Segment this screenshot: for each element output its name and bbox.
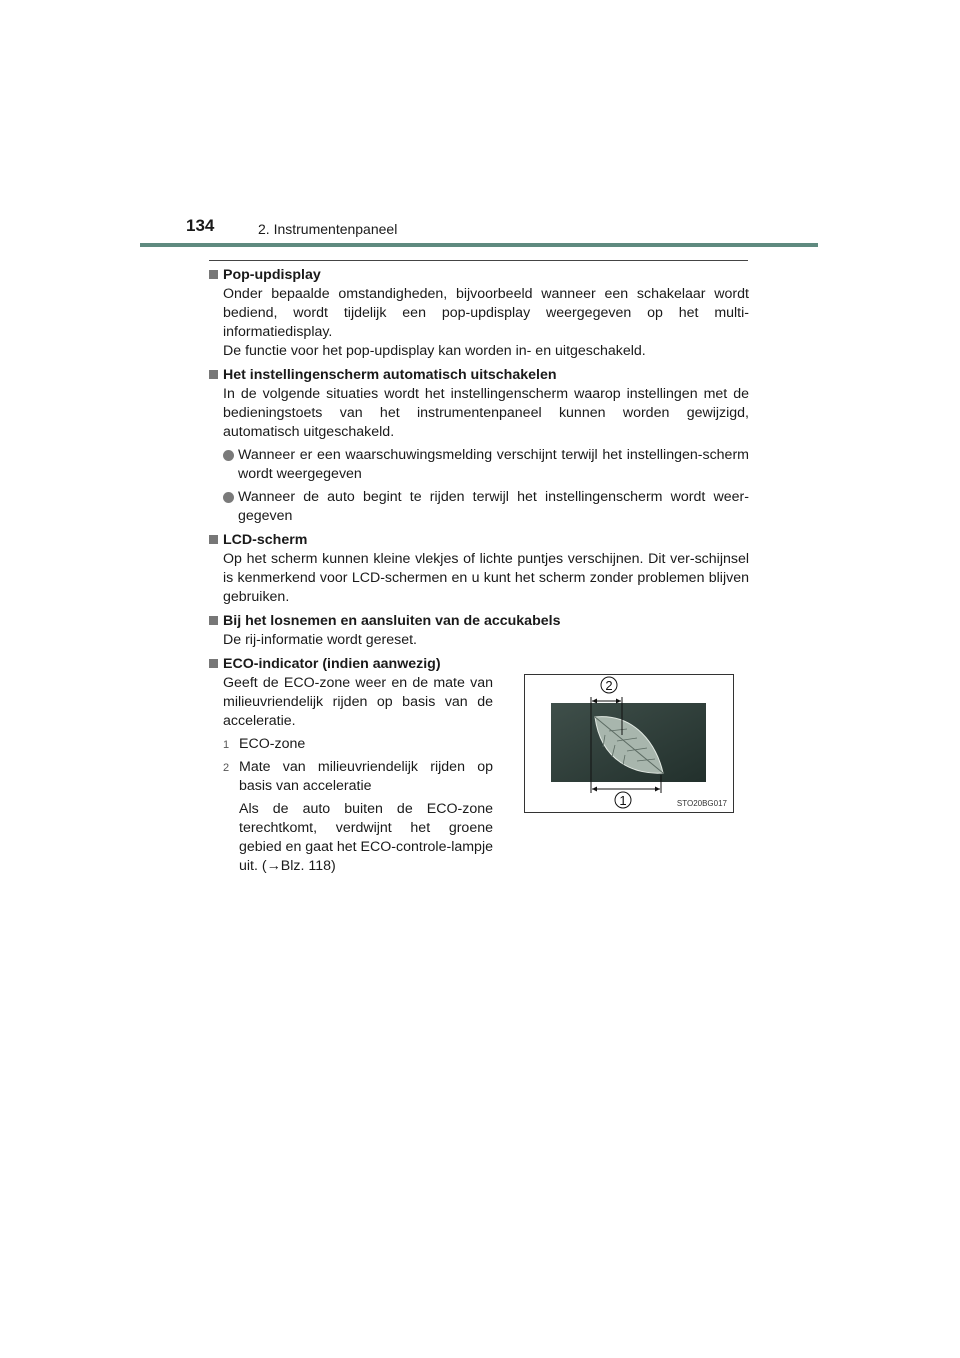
numbered-item xyxy=(209,758,493,796)
page-number: 134 xyxy=(186,216,215,235)
figure-id: STO20BG017 xyxy=(676,799,727,808)
header-rule xyxy=(140,243,818,247)
section-settings-screen xyxy=(209,366,749,526)
note-text: Als de auto buiten de ECO-zone terechtkomt, verdwijnt het groene gebied en gaat het ECO-controle-lampje uit. (→Blz. 118) xyxy=(239,801,493,874)
bullet-text: Wanneer de auto begint te rijden terwijl het instellingenscherm wordt weer-gegeven xyxy=(238,489,749,524)
eco-indicator-figure xyxy=(524,674,734,813)
square-bullet-icon xyxy=(209,370,218,379)
bullet-text: Wanneer er een waarschuwingsmelding verschijnt terwijl het instellingen-scherm wordt weergegeven xyxy=(238,447,749,482)
bullet-item xyxy=(209,488,749,526)
square-bullet-icon xyxy=(209,270,218,279)
paragraph: In de volgende situaties wordt het instellingenscherm waarop instellingen met de bedieningstoets van het instrumentenpaneel kunnen worden gewijzigd, automatisch uitgeschakeld. xyxy=(223,386,749,440)
square-bullet-icon xyxy=(209,535,218,544)
bullet-item xyxy=(209,446,749,484)
section-heading: ECO-indicator (indien aanwezig) xyxy=(223,656,441,672)
section-battery xyxy=(209,612,749,650)
section-heading: Het instellingenscherm automatisch uitschakelen xyxy=(223,367,557,383)
round-bullet-icon xyxy=(223,492,234,503)
content-rule xyxy=(209,260,748,261)
paragraph: Geeft de ECO-zone weer en de mate van milieuvriendelijk rijden op basis van de acceleratie. xyxy=(223,675,493,729)
section-heading: LCD-scherm xyxy=(223,532,308,548)
item-text: Mate van milieuvriendelijk rijden op basis van acceleratie xyxy=(239,759,493,794)
section-heading: Bij het losnemen en aansluiten van de accukabels xyxy=(223,613,561,629)
item-number: 2 xyxy=(223,762,230,774)
round-bullet-icon xyxy=(223,450,234,461)
numbered-item xyxy=(209,735,493,754)
item-text: ECO-zone xyxy=(239,736,306,752)
callout-1: 1 xyxy=(619,793,627,808)
paragraph: Onder bepaalde omstandigheden, bijvoorbeeld wanneer een schakelaar wordt bediend, wordt tijdelijk een pop-updisplay weergegeven op het multi-informatiedisplay. xyxy=(223,286,749,340)
square-bullet-icon xyxy=(209,616,218,625)
section-lcd xyxy=(209,531,749,607)
callout-2: 2 xyxy=(605,678,613,693)
paragraph: De functie voor het pop-updisplay kan worden in- en uitgeschakeld. xyxy=(223,343,646,359)
square-bullet-icon xyxy=(209,659,218,668)
paragraph: De rij-informatie wordt gereset. xyxy=(223,632,417,648)
section-popup xyxy=(209,266,749,361)
eco-indicator-diagram xyxy=(525,675,733,812)
paragraph: Op het scherm kunnen kleine vlekjes of lichte puntjes verschijnen. Dit ver-schijnsel is kenmerkend voor LCD-schermen en u kunt het scherm zonder problemen blijven gebruiken. xyxy=(223,551,749,605)
item-number: 1 xyxy=(223,739,230,751)
section-title: 2. Instrumentenpaneel xyxy=(258,221,398,237)
section-heading: Pop-updisplay xyxy=(223,267,321,283)
